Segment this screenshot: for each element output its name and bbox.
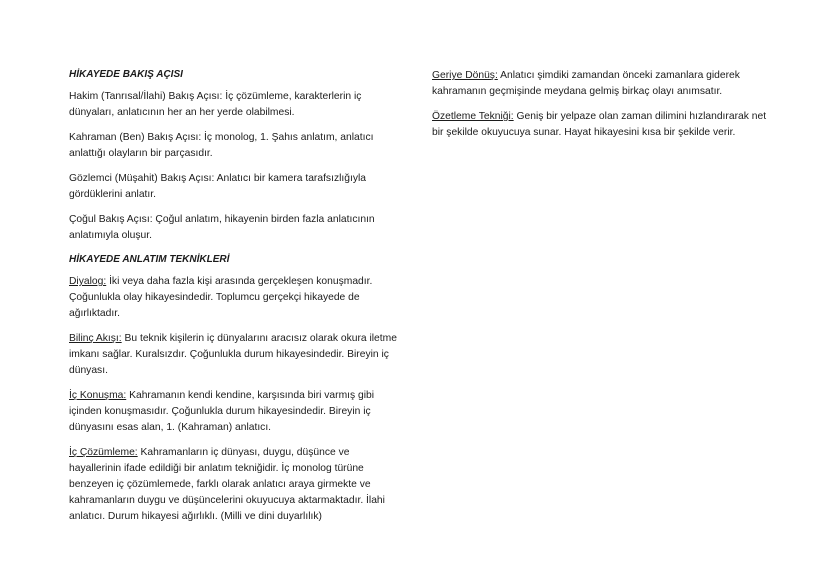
pov-protagonist: Kahraman (Ben) Bakış Açısı: İç monolog, 1. Şahıs anlatım, anlatıcı anlattığı olayların bir parçasıdır.: [69, 132, 374, 159]
pov-plural: Çoğul Bakış Açısı: Çoğul anlatım, hikayenin birden fazla anlatıcının anlatımıyla oluşur.: [69, 214, 375, 241]
technique-flashback: [432, 68, 767, 100]
technique-inner-analysis: [69, 445, 399, 525]
term-dialogue: Diyalog:: [69, 276, 107, 287]
technique-stream-of-consciousness: [69, 331, 399, 379]
heading-point-of-view: HİKAYEDE BAKIŞ AÇISI: [69, 69, 183, 80]
technique-inner-speech: [69, 388, 399, 436]
heading-narrative-techniques: HİKAYEDE ANLATIM TEKNİKLERİ: [69, 254, 230, 265]
desc-stream-of-consciousness: Bu teknik kişilerin iç dünyalarını aracısız olarak okura iletme imkanı sağlar. Kuralsızdır. Çoğunlukla durum hikayesindedir. Bireyin iç dünyası.: [69, 333, 397, 376]
technique-dialogue: [69, 274, 399, 322]
desc-summary: Geniş bir yelpaze olan zaman dilimini hızlandırarak net bir şekilde okuyucuya sunar. Hayat hikayesini kısa bir şekilde verir.: [432, 111, 767, 138]
pov-observer: Gözlemci (Müşahit) Bakış Açısı: Anlatıcı bir kamera tarafsızlığıyla gördüklerini anlatır.: [69, 173, 366, 200]
term-stream-of-consciousness: Bilinç Akışı:: [69, 333, 122, 344]
desc-dialogue: İki veya daha fazla kişi arasında gerçekleşen konuşmadır. Çoğunlukla olay hikayesindedir. Toplumcu gerçekçi hikayede de ağırlıktadır.: [69, 276, 373, 319]
term-flashback: Geriye Dönüş:: [432, 70, 498, 81]
right-column: [432, 68, 767, 150]
desc-inner-speech: Kahramanın kendi kendine, karşısında biri varmış gibi içinden konuşmasıdır. Çoğunlukla durum hikayesindedir. Bireyin iç dünyasını esas alan, 1. (Kahraman) anlatıcı.: [69, 390, 375, 433]
technique-summary: [432, 109, 767, 141]
desc-inner-analysis: Kahramanların iç dünyası, duygu, düşünce ve hayallerinin ifade edildiği bir anlatım tekniğidir. İç monolog türüne benzeyen iç çözümlemede, farklı olarak anlatıcı araya girmekte ve kahramanların duygu ve düşüncelerini okuyucuya aktarmaktadır. İlahi anlatıcı. Durum hikayesi ağırlıklı. (Milli ve dini duyarlılık): [69, 447, 385, 522]
term-inner-analysis: İç Çözümleme:: [69, 447, 138, 458]
term-summary: Özetleme Tekniği:: [432, 111, 514, 122]
term-inner-speech: İç Konuşma:: [69, 390, 127, 401]
desc-flashback: Anlatıcı şimdiki zamandan önceki zamanlara giderek kahramanın geçmişinde meydana gelmiş birkaç olayı anımsatır.: [432, 70, 740, 97]
pov-omniscient: Hakim (Tanrısal/İlahi) Bakış Açısı: İç çözümleme, karakterlerin iç dünyaları, anlatıcının her an her yerde olabilmesi.: [69, 91, 362, 118]
left-column: [69, 68, 399, 534]
